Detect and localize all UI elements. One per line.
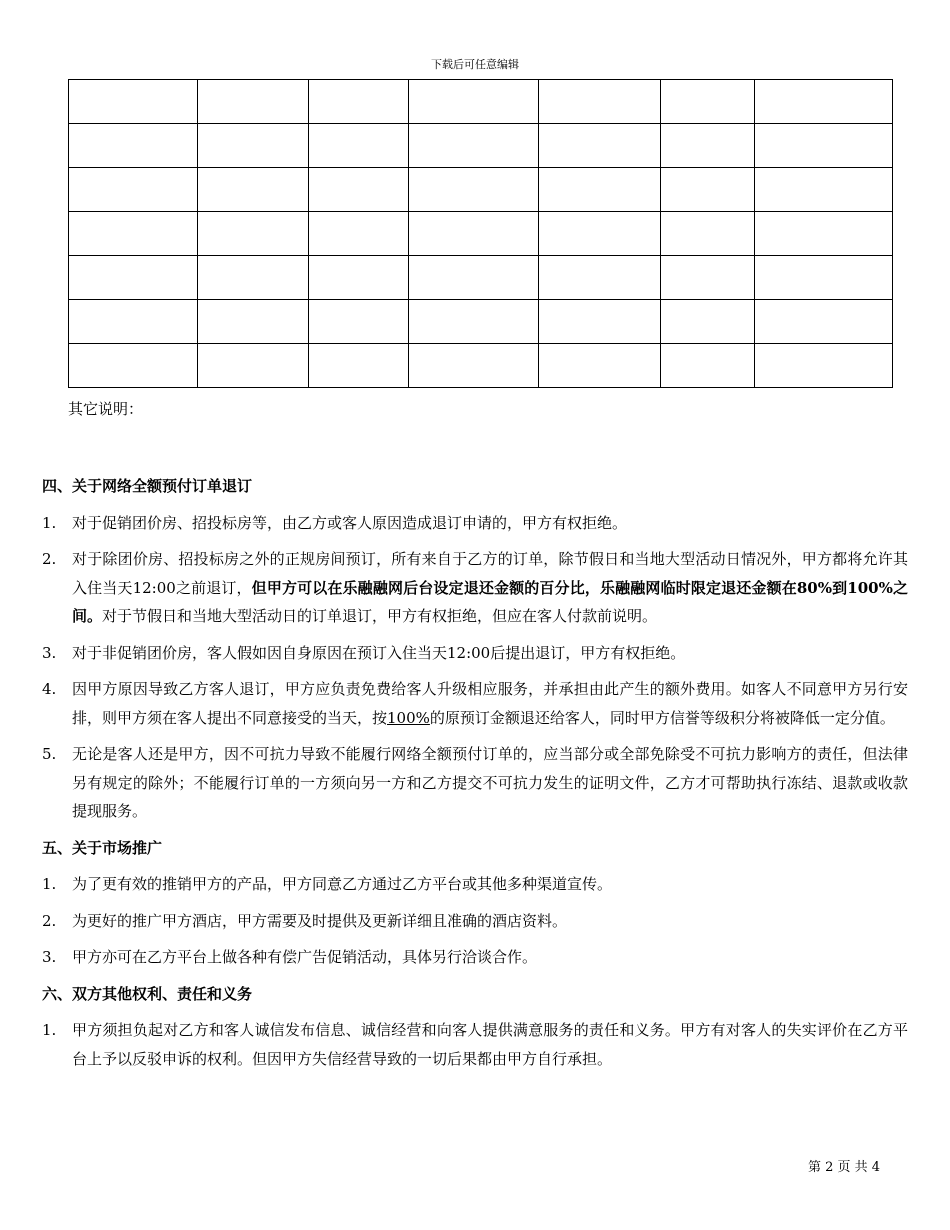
table-cell: [755, 212, 893, 256]
table-cell: [539, 256, 661, 300]
list-item: [42, 1016, 908, 1073]
table-cell: [309, 212, 409, 256]
table-cell: [409, 212, 539, 256]
table-row: [69, 256, 893, 300]
text-run: 甲方亦可在乙方平台上做各种有偿广告促销活动，具体另行洽谈合作。: [72, 948, 538, 966]
item-number: 5.: [42, 745, 57, 763]
table-row: [69, 168, 893, 212]
text-run: 因甲方原因导致乙方客人退订，甲方应负责免费给客人升级相应服务，并承担由此产生的额外费用。如客人不同意甲方另行安排，则甲方须在客人提出不同意接受的当天，按: [72, 680, 908, 727]
table-cell: [755, 124, 893, 168]
table-row: [69, 124, 893, 168]
table-row: [69, 344, 893, 388]
table-cell: [69, 300, 198, 344]
table-cell: [69, 256, 198, 300]
table-cell: [198, 300, 309, 344]
item-text: [72, 943, 908, 972]
table-cell: [755, 168, 893, 212]
text-run: 的原预订金额退还给客人，同时甲方信誉等级积分将被降低一定分值。: [429, 708, 895, 727]
table-cell: [69, 212, 198, 256]
item-number: 3.: [42, 948, 57, 966]
table-cell: [755, 80, 893, 124]
table-row: [69, 212, 893, 256]
table-cell: [539, 344, 661, 388]
table-cell: [309, 168, 409, 212]
table-cell: [198, 256, 309, 300]
text-run: 无论是客人还是甲方，因不可抗力导致不能履行网络全额预付订单的，应当部分或全部免除受不可抗力影响方的责任，但法律另有规定的除外；不能履行订单的一方须向另一方和乙方提交不可抗力发生的证明文件，乙方才可帮助执行冻结、退款或收款提现服务。: [72, 745, 908, 820]
section-heading: 四、关于网络全额预付订单退订: [42, 477, 253, 495]
item-number: 2.: [42, 911, 57, 930]
text-run: 对于促销团价房、招投标房等，由乙方或客人原因造成退订申请的，甲方有权拒绝。: [72, 513, 628, 532]
list-item: [42, 870, 908, 899]
item-text: [72, 545, 908, 631]
table-cell: [198, 80, 309, 124]
item-number: 4.: [42, 680, 57, 698]
text-run: 对于节假日和当地大型活动日的订单退订，甲方有权拒绝，但应在客人付款前说明。: [102, 607, 658, 625]
table-cell: [309, 344, 409, 388]
table-cell: [309, 124, 409, 168]
page-number: 第 2 页 共 4: [808, 1160, 881, 1175]
item-number: 1.: [42, 875, 57, 893]
table-cell: [409, 344, 539, 388]
item-text: [72, 907, 908, 936]
document-body: [42, 472, 908, 1081]
item-text: [72, 870, 908, 899]
item-number: 2.: [42, 550, 57, 568]
list-item: [42, 509, 908, 538]
table-cell: [661, 256, 755, 300]
list-item: [42, 675, 908, 732]
table-cell: [69, 80, 198, 124]
table-cell: [198, 124, 309, 168]
list-item: [42, 740, 908, 826]
table-cell: [198, 168, 309, 212]
table-cell: [661, 80, 755, 124]
table-cell: [755, 300, 893, 344]
table-cell: [539, 212, 661, 256]
table-cell: [309, 256, 409, 300]
blank-table: [68, 79, 893, 388]
list-item: [42, 639, 908, 668]
list-item: [42, 943, 908, 972]
text-run: 为更好的推广甲方酒店，甲方需要及时提供及更新详细且准确的酒店资料。: [72, 911, 568, 930]
table-cell: [661, 168, 755, 212]
item-number: 1.: [42, 1021, 57, 1039]
table-cell: [409, 256, 539, 300]
text-run: 甲方须担负起对乙方和客人诚信发布信息、诚信经营和向客人提供满意服务的责任和义务。甲方有对客人的失实评价在乙方平台上予以反驳申诉的权利。但因甲方失信经营导致的一切后果都由甲方自行承担。: [72, 1021, 908, 1068]
table-cell: [755, 256, 893, 300]
item-text: [72, 1016, 908, 1073]
table-cell: [409, 168, 539, 212]
item-text: [72, 740, 908, 826]
table-cell: [539, 124, 661, 168]
table-cell: [539, 168, 661, 212]
table-cell: [661, 212, 755, 256]
page-header: 下载后可任意编辑: [431, 58, 519, 71]
bold-text: 但甲方可以在乐融融网后台设定退还金额的百分比，乐融融网临时限定退还金额在80%到100%之间。: [72, 578, 908, 625]
section-heading: 六、双方其他权利、责任和义务: [42, 984, 253, 1003]
table-cell: [409, 80, 539, 124]
other-notes-label: 其它说明：: [68, 400, 144, 418]
table-cell: [661, 344, 755, 388]
table-cell: [69, 168, 198, 212]
table-cell: [309, 80, 409, 124]
table-cell: [539, 300, 661, 344]
table-cell: [409, 300, 539, 344]
list-item: [42, 545, 908, 631]
text-run: 为了更有效的推销甲方的产品，甲方同意乙方通过乙方平台或其他多种渠道宣传。: [72, 875, 613, 893]
table-cell: [661, 124, 755, 168]
section-heading: 五、关于市场推广: [42, 838, 163, 857]
table-row: [69, 300, 893, 344]
table-cell: [539, 80, 661, 124]
list-item: [42, 907, 908, 936]
item-text: [72, 509, 908, 538]
table-cell: [69, 344, 198, 388]
text-run: 对于除团价房、招投标房之外的正规房间预订，所有来自于乙方的订单，除节假日和当地大型活动日情况外，甲方都将允许其入住当天12:00之前退订，: [72, 550, 908, 597]
table-cell: [661, 300, 755, 344]
table-cell: [755, 344, 893, 388]
item-number: 3.: [42, 643, 57, 662]
table-row: [69, 80, 893, 124]
table-cell: [309, 300, 409, 344]
item-text: [72, 639, 908, 668]
underlined-text: 100%: [387, 708, 430, 727]
table-cell: [198, 212, 309, 256]
text-run: 对于非促销团价房，客人假如因自身原因在预订入住当天12:00后提出退订，甲方有权拒绝。: [72, 643, 686, 662]
item-number: 1.: [42, 513, 57, 532]
table-cell: [198, 344, 309, 388]
item-text: [72, 675, 908, 732]
table-cell: [409, 124, 539, 168]
table-cell: [69, 124, 198, 168]
